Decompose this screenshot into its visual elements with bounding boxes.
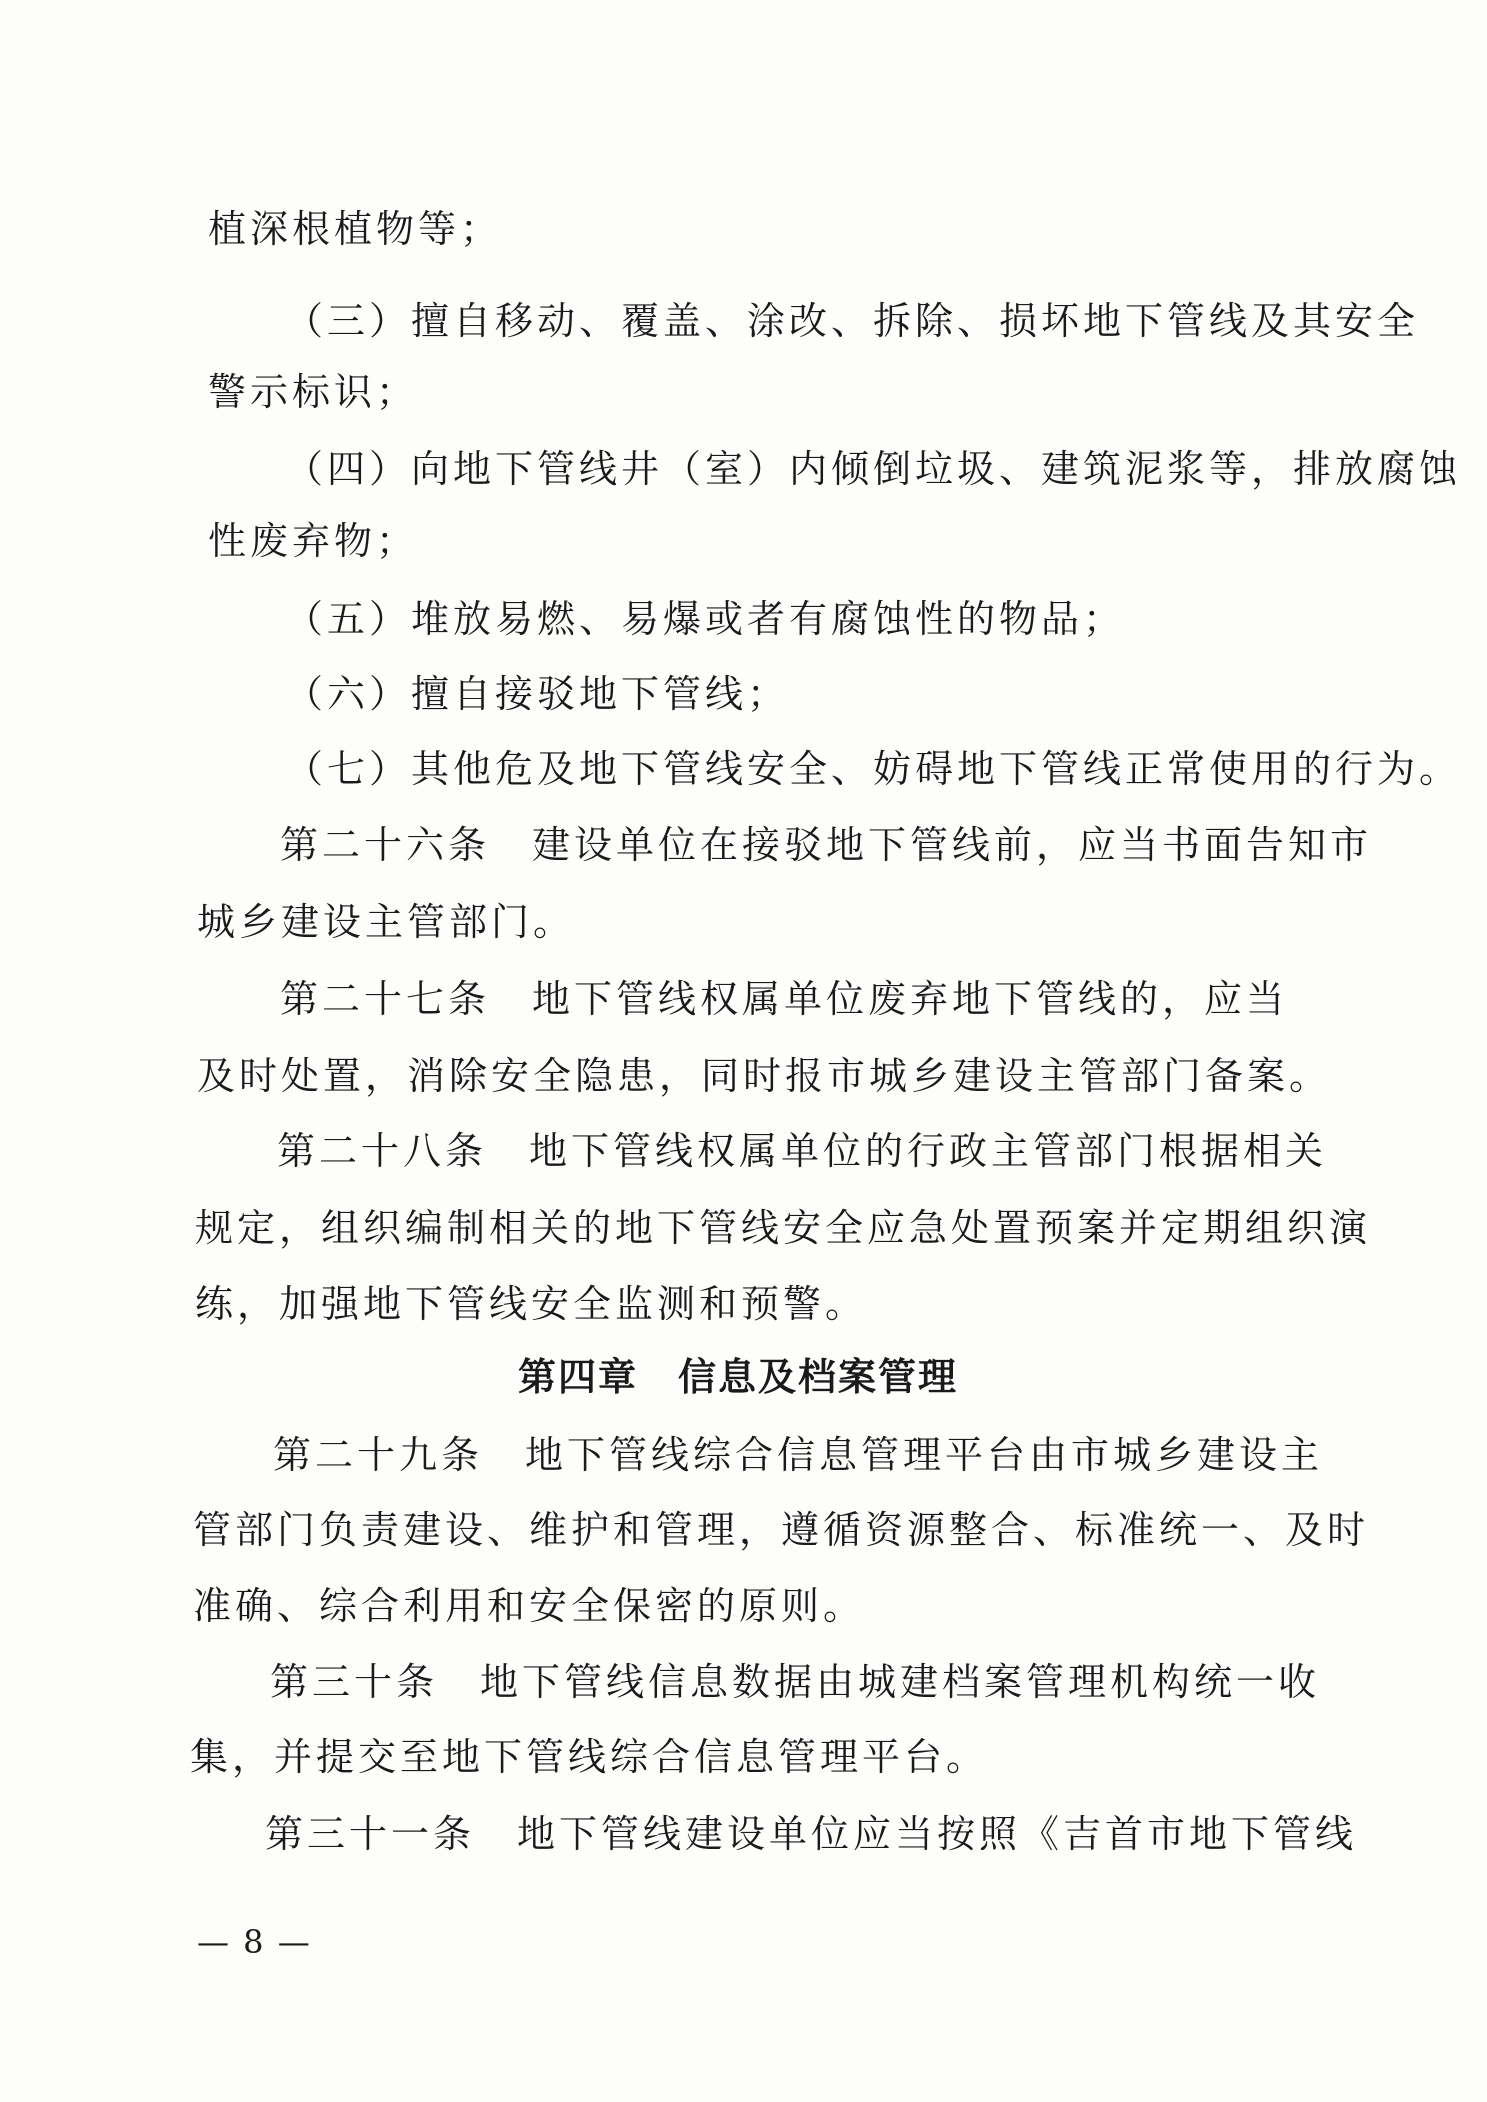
text-line: 集，并提交至地下管线综合信息管理平台。 <box>190 1735 989 1779</box>
text-line: 规定，组织编制相关的地下管线安全应急处置预案并定期组织演 <box>195 1206 1372 1250</box>
text-line: 管部门负责建设、维护和管理，遵循资源整合、标准统一、及时 <box>193 1508 1370 1552</box>
text-line: （六）擅自接驳地下管线； <box>285 672 790 716</box>
text-line: 第二十六条 建设单位在接驳地下管线前，应当书面告知市 <box>280 823 1373 867</box>
text-line: 第二十九条 地下管线综合信息管理平台由市城乡建设主 <box>273 1433 1324 1477</box>
text-line: 植深根植物等； <box>208 207 503 251</box>
text-line: 准确、综合利用和安全保密的原则。 <box>193 1584 866 1628</box>
text-line: 第三十一条 地下管线建设单位应当按照《吉首市地下管线 <box>265 1812 1358 1856</box>
text-line: 第二十七条 地下管线权属单位废弃地下管线的，应当 <box>280 977 1289 1021</box>
text-line: （七）其他危及地下管线安全、妨碍地下管线正常使用的行为。 <box>285 747 1462 791</box>
text-line: 第三十条 地下管线信息数据由城建档案管理机构统一收 <box>270 1660 1321 1704</box>
text-line: 性废弃物； <box>208 519 419 563</box>
text-line: 第二十八条 地下管线权属单位的行政主管部门根据相关 <box>277 1129 1328 1173</box>
page-number: — 8 — <box>197 1923 312 1961</box>
text-line: 练，加强地下管线安全监测和预警。 <box>195 1282 868 1326</box>
text-line: 及时处置，消除安全隐患，同时报市城乡建设主管部门备案。 <box>197 1054 1332 1098</box>
text-line: （五）堆放易燃、易爆或者有腐蚀性的物品； <box>285 597 1126 641</box>
text-line: （三）擅自移动、覆盖、涂改、拆除、损坏地下管线及其安全 <box>285 299 1420 343</box>
text-line: 警示标识； <box>208 370 419 414</box>
text-line: （四）向地下管线井（室）内倾倒垃圾、建筑泥浆等，排放腐蚀 <box>285 447 1462 491</box>
text-line: 城乡建设主管部门。 <box>197 900 576 944</box>
chapter-heading: 第四章 信息及档案管理 <box>518 1355 959 1399</box>
